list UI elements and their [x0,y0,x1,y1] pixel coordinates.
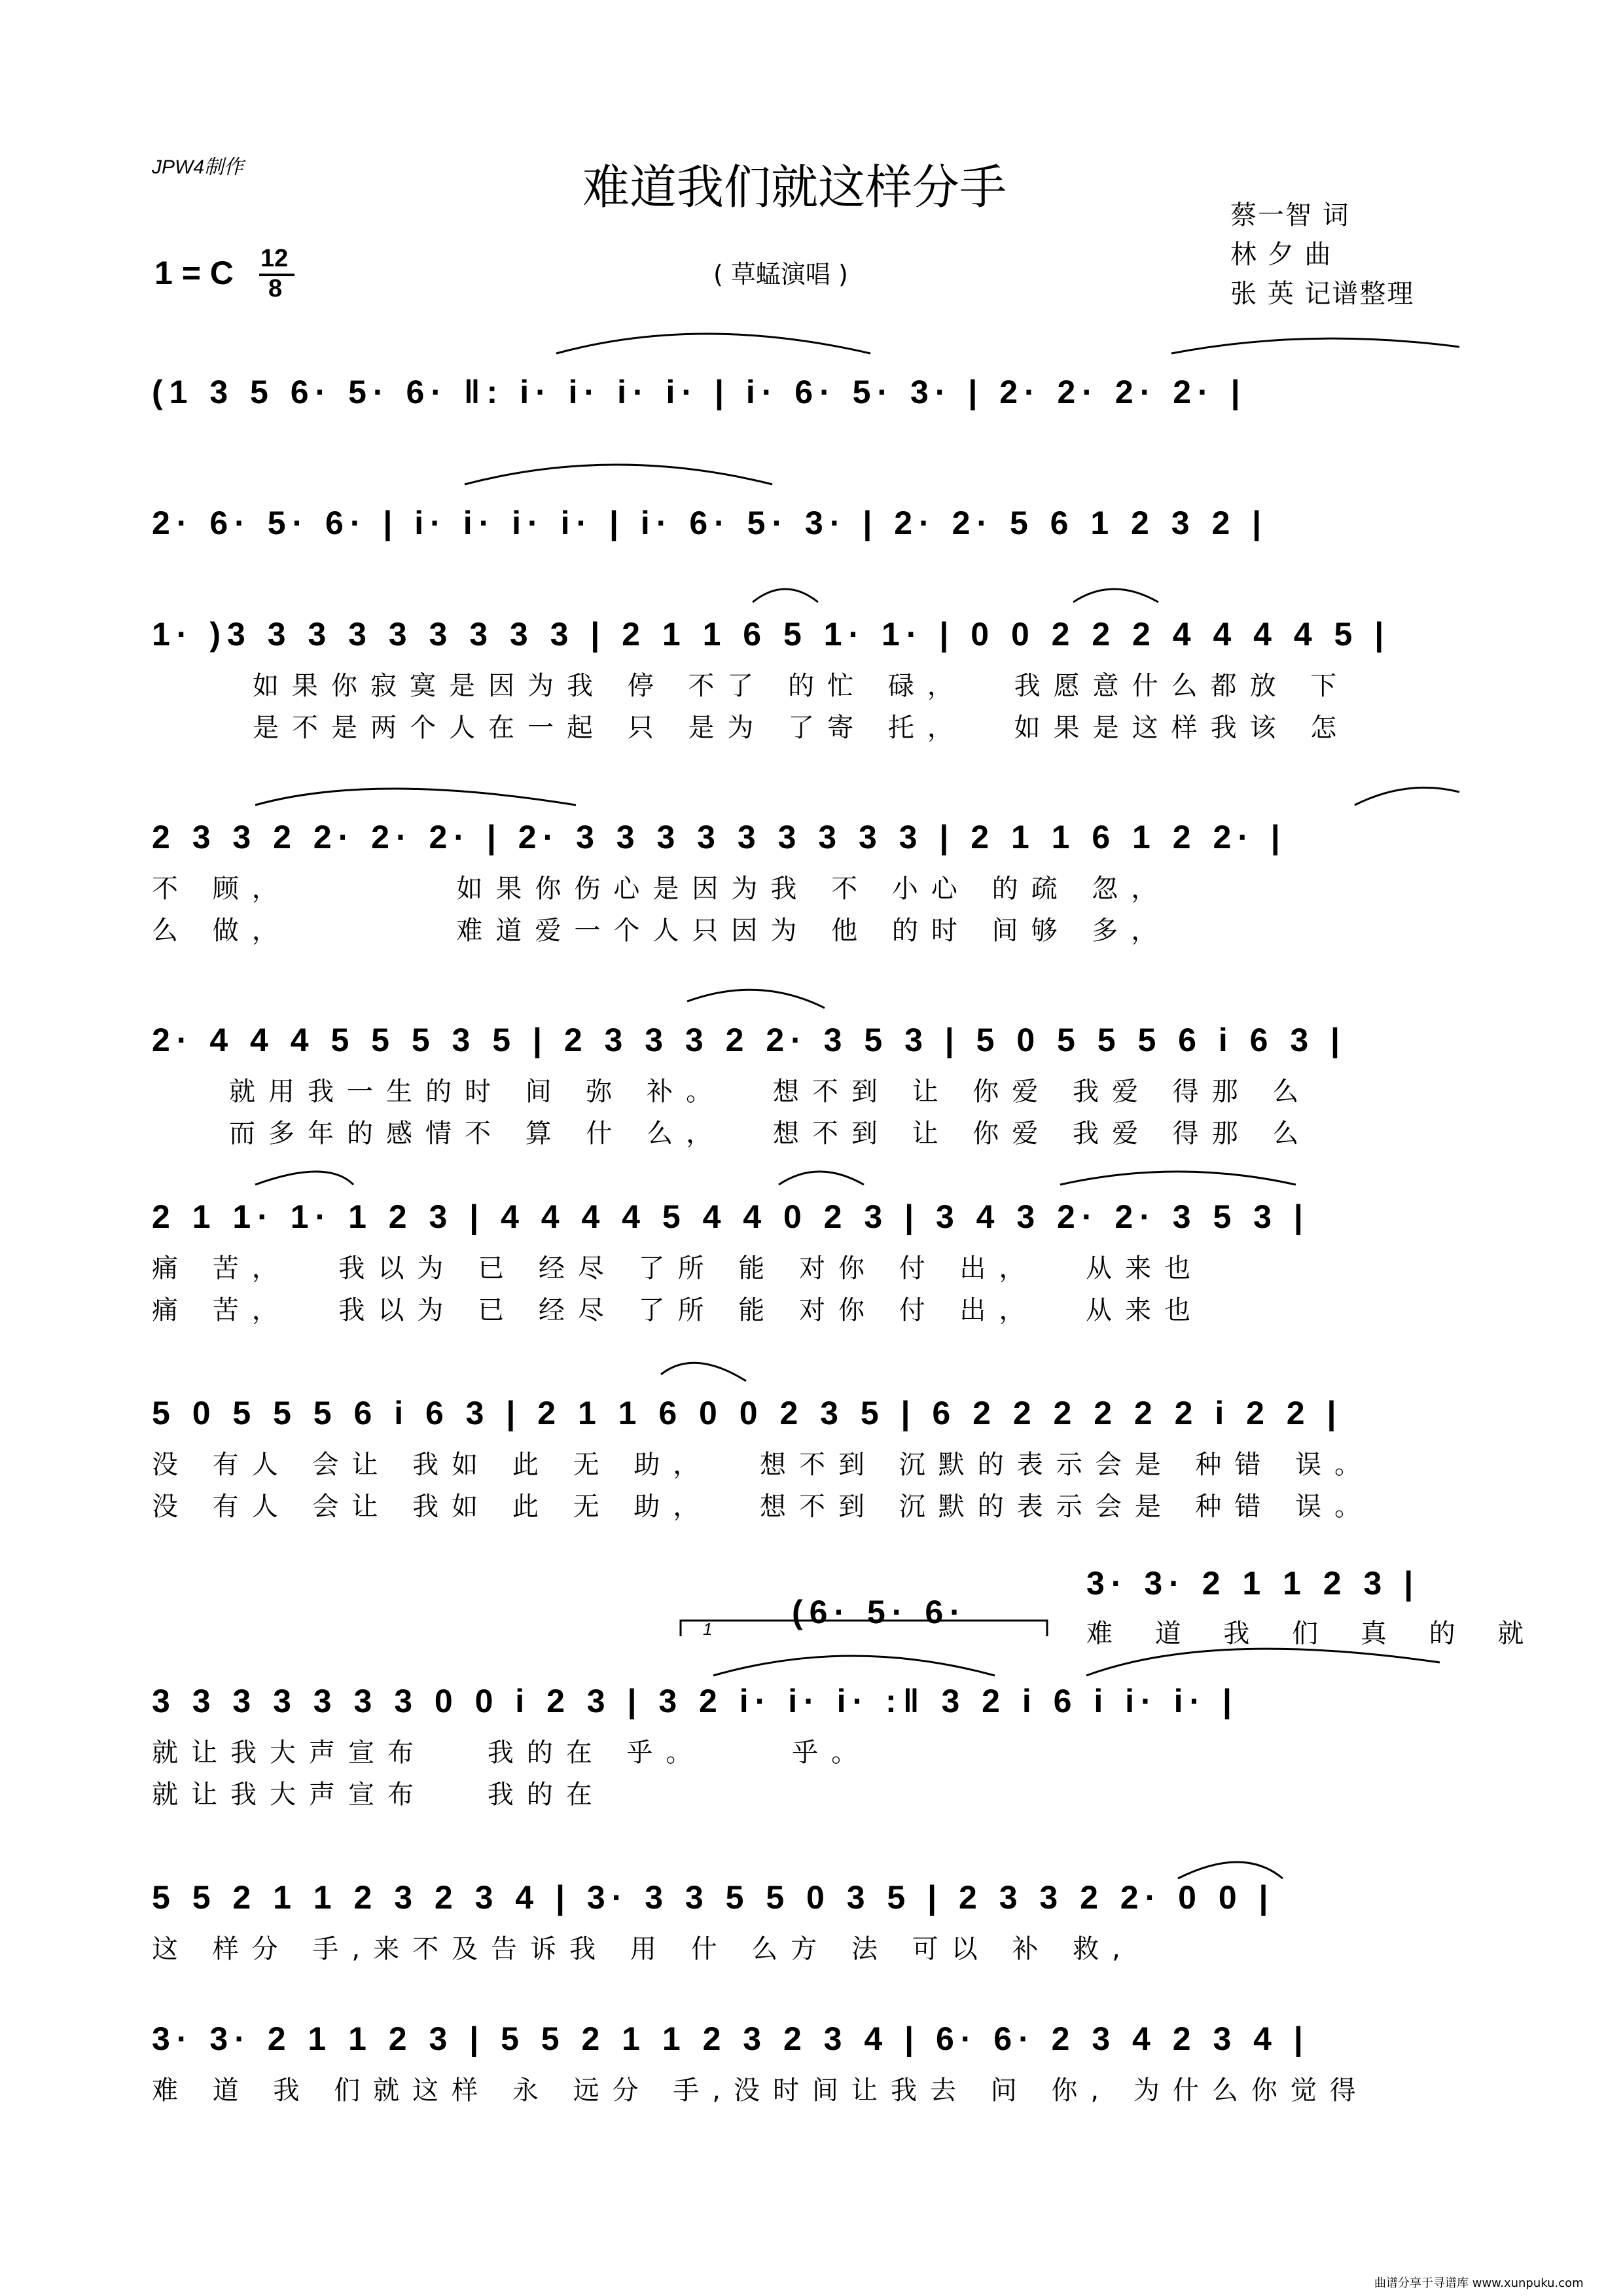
slur [1073,589,1158,602]
slur [713,1656,995,1676]
system-8-upper-notes: (6· 5· 6· [792,1594,967,1630]
key-signature: 1 = C [154,255,234,291]
footer-watermark: 曲谱分享于寻谱库 www.xunpuku.com [1374,2276,1584,2290]
credit-arranger: 张 英 记谱整理 [1230,279,1415,309]
system-5-lyric-2: 而多年的感情不 算 什 么， 想不到 让 你爱 我爱 得那 么 [229,1119,1312,1149]
system-7-lyric-2: 没 有人 会让 我如 此 无 助， 想不到 沉默的表示会是 种错 误。 [152,1492,1374,1522]
system-4-notes: 2 3 3 2 2· 2· 2· | 2· 3 3 3 3 3 3 3 3 3 | 2 1 1 6 1 2 2· | [152,819,1287,855]
system-6-lyric-2: 痛 苦， 我以为 已 经尽 了所 能 对你 付 出， 从来也 [152,1295,1204,1325]
system-7-notes: 5 0 5 5 5 6 i 6 3 | 2 1 1 6 0 0 2 3 5 | 6 2 2 2 2 2 2 i 2 2 | [152,1395,1343,1431]
system-5-notes: 2· 4 4 4 5 5 5 3 5 | 2 3 3 3 2 2· 3 5 3 | 5 0 5 5 5 6 i 6 3 | [152,1022,1347,1058]
system-10-notes: 3· 3· 2 1 1 2 3 | 5 5 2 1 1 2 3 2 3 4 | 6· 6· 2 3 4 2 3 4 | [152,2020,1310,2057]
slur [779,1172,864,1185]
slur [1171,338,1459,353]
slur [255,789,576,805]
system-6-notes: 2 1 1· 1· 1 2 3 | 4 4 4 4 5 4 4 0 2 3 | 3 4 3 2· 2· 3 5 3 | [152,1198,1310,1235]
system-8-upper-right-lyric: 难 道 我 们 真 的 就 [1086,1619,1541,1649]
slur [1178,1862,1283,1878]
system-3-lyric-2: 是不是两个人在一起 只 是为 了寄 托， 如果是这样我该 怎 [253,713,1350,743]
system-7-lyric-1: 没 有人 会让 我如 此 无 助， 想不到 沉默的表示会是 种错 误。 [152,1450,1374,1480]
slur [255,1172,353,1185]
slur [661,1363,746,1381]
slur [465,465,772,484]
singer-note: ( 草蜢演唱 ) [713,260,848,289]
system-8-lyric-2: 就让我大声宣布 我的在 [152,1780,605,1810]
time-signature-top: 12 [260,245,289,272]
system-8-notes: 3 3 3 3 3 3 3 0 0 i 2 3 | 3 2 i· i· i· :‖ 3 2 i 6 i i· i· | [152,1683,1238,1719]
system-4-lyric-2: 么 做， 难道爱一个人只因为 他 的时 间够 多， [152,916,1171,946]
system-3-lyric-1: 如果你寂寞是因为我 停 不了 的忙 碌， 我愿意什么都放 下 [253,671,1350,701]
credit-lyricist: 蔡一智 词 [1230,200,1350,230]
volta-number: 1 [703,1619,713,1639]
slur [753,589,818,602]
system-8-lyric-1: 就让我大声宣布 我的在 乎。 乎。 [152,1738,871,1768]
time-signature-bottom: 8 [268,275,283,302]
volta-bracket [681,1621,1047,1636]
slur [687,990,825,1008]
slur [1355,787,1459,805]
system-3-notes: 1· )3 3 3 3 3 3 3 3 3 | 2 1 1 6 5 1· 1· | 0 0 2 2 2 4 4 4 4 5 | [152,616,1391,653]
slur [1086,1649,1440,1676]
system-9-lyric-1: 这 样分 手,来不及告诉我 用 什 么方 法 可以 补 救, [152,1934,1133,1964]
system-6-lyric-1: 痛 苦， 我以为 已 经尽 了所 能 对你 付 出， 从来也 [152,1253,1204,1283]
system-10-lyric-1: 难 道 我 们就这样 永 远分 手,没时间让我去 问 你, 为什么你觉得 [152,2075,1369,2106]
slur [556,334,870,353]
system-8-upper-right-notes: 3· 3· 2 1 1 2 3 | [1086,1565,1420,1602]
system-9-notes: 5 5 2 1 1 2 3 2 3 4 | 3· 3 3 5 5 0 3 5 | 2 3 3 2 2· 0 0 | [152,1879,1275,1916]
system-5-lyric-1: 就用我一生的时 间 弥 补。 想不到 让 你爱 我爱 得那 么 [229,1077,1312,1107]
page-title: 难道我们就这样分手 [582,160,1007,215]
slur [1060,1172,1296,1185]
system-1-notes: (1 3 5 6· 5· 6· ‖: i· i· i· i· | i· 6· 5· 3· | 2· 2· 2· 2· | [152,374,1247,410]
system-4-lyric-1: 不 顾， 如果你伤心是因为我 不 小心 的疏 忽， [152,874,1171,904]
credit-composer: 林 夕 曲 [1230,240,1332,270]
maker-note: JPW4制作 [152,156,244,178]
system-2-notes: 2· 6· 5· 6· | i· i· i· i· | i· 6· 5· 3· | 2· 2· 5 6 1 2 3 2 | [152,505,1268,541]
